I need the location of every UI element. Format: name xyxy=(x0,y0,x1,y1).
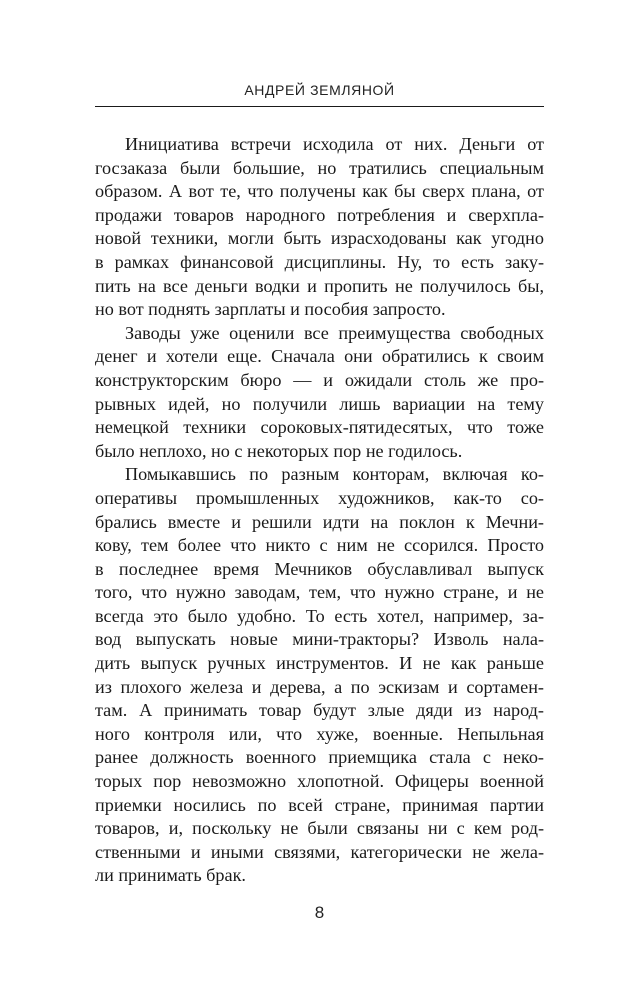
text-line: ственными и иными связями, категорически не жела- xyxy=(95,841,544,862)
text-line: пить на все деньги водки и пропить не получилось бы, xyxy=(95,275,544,296)
text-line: всегда это было удобно. То есть хотел, например, за- xyxy=(95,605,544,626)
book-page-body xyxy=(95,133,544,888)
text-line: товаров, и, поскольку не были связаны ни с кем род- xyxy=(95,818,544,839)
paragraph-1 xyxy=(95,133,544,322)
text-line: из плохого железа и дерева, а по эскизам и сортамен- xyxy=(95,676,544,697)
text-line: того, что нужно заводам, тем, что нужно стране, и не xyxy=(95,582,544,603)
text-line: в последнее время Мечников обуславливал выпуск xyxy=(95,558,544,579)
text-line: рывных идей, но получили лишь вариации на тему xyxy=(95,393,544,414)
text-line: конструкторским бюро — и ожидали столь же про- xyxy=(95,369,544,390)
text-line: образом. А вот те, что получены как бы сверх плана, от xyxy=(95,181,544,202)
text-line: вод выпускать новые мини-тракторы? Изволь нала- xyxy=(95,629,544,650)
text-line: ли принимать брак. xyxy=(95,865,246,886)
paragraph-2 xyxy=(95,322,544,464)
running-header-author: АНДРЕЙ ЗЕМЛЯНОЙ xyxy=(244,82,395,98)
text-line: но вот поднять зарплаты и пособия запросто. xyxy=(95,299,446,320)
text-line: кову, тем более что никто с ним не ссорился. Просто xyxy=(95,535,544,556)
text-line: немецкой техники сороковых-пятидесятых, что тоже xyxy=(95,417,544,438)
text-line: там. А принимать товар будут злые дяди из народ- xyxy=(95,700,544,721)
text-line: новой техники, могли быть израсходованы как угодно xyxy=(95,228,544,249)
text-line: госзаказа были большие, но тратились специальным xyxy=(95,157,544,178)
text-line: продажи товаров народного потребления и сверхпла- xyxy=(95,204,544,225)
page-number: 8 xyxy=(314,903,325,922)
header-rule xyxy=(95,106,544,107)
paragraph-3 xyxy=(95,463,544,888)
text-line: торых пор невозможно хлопотной. Офицеры военной xyxy=(95,771,544,792)
text-line: Помыкавшись по разным конторам, включая ко- xyxy=(125,464,544,485)
text-line: брались вместе и решили идти на поклон к Мечни- xyxy=(95,511,544,532)
text-line: денег и хотели еще. Сначала они обратились к своим xyxy=(95,346,544,367)
text-line: ного контроля или, что хуже, военные. Непыльная xyxy=(95,723,544,744)
text-line: в рамках финансовой дисциплины. Ну, то есть заку- xyxy=(95,251,544,272)
text-line: Заводы уже оценили все преимущества свободных xyxy=(125,322,544,343)
text-line: было неплохо, но с некоторых пор не годилось. xyxy=(95,440,463,461)
text-line: оперативы промышленных художников, как-то со- xyxy=(95,487,544,508)
text-line: ранее должность военного приемщика стала с неко- xyxy=(95,747,544,768)
text-line: приемки носились по всей стране, принимая партии xyxy=(95,794,544,815)
text-line: Инициатива встречи исходила от них. Деньги от xyxy=(125,134,544,154)
text-line: дить выпуск ручных инструментов. И не как раньше xyxy=(95,653,544,674)
